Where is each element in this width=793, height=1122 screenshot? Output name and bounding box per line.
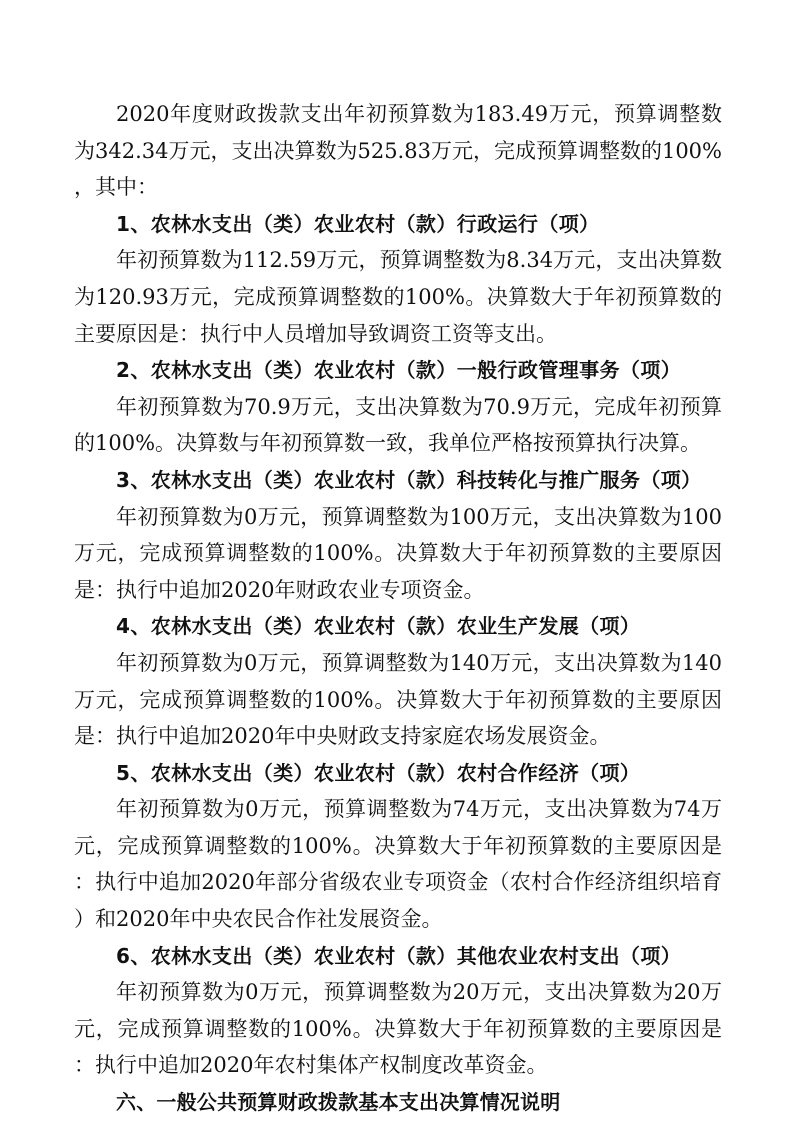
item-heading-2: 2、农林水支出（类）农业农村（款）一般行政管理事务（项） (116, 358, 682, 383)
item-heading-3: 3、农林水支出（类）农业农村（款）科技转化与推广服务（项） (116, 467, 702, 492)
item-body-6: 年初预算数为0万元，预算调整数为20万元，支出决算数为20万元，完成预算调整数的100%。决算数大于年初预算数的主要原因是：执行中追加2020年农村集体产权制度改革资金。 (74, 980, 722, 1078)
item-body-2: 年初预算数为70.9万元，支出决算数为70.9万元，完成年初预算的100%。决算数与年初预算数一致，我单位严格按预算执行决算。 (74, 394, 722, 456)
intro-paragraph: 2020年度财政拨款支出年初预算数为183.49万元，预算调整数为342.34万元，支出决算数为525.83万元，完成预算调整数的100%，其中： (74, 102, 722, 200)
document-body (74, 96, 722, 1121)
item-body-5: 年初预算数为0万元，预算调整数为74万元，支出决算数为74万元，完成预算调整数的100%。决算数大于年初预算数的主要原因是：执行中追加2020年部分省级农业专项资金（农村合作经济组织培育）和2020年中央农民合作社发展资金。 (74, 797, 722, 932)
item-heading-4: 4、农林水支出（类）农业农村（款）农业生产发展（项） (116, 614, 641, 639)
item-heading-1: 1、农林水支出（类）农业农村（款）行政运行（项） (116, 211, 600, 236)
item-body-4: 年初预算数为0万元，预算调整数为140万元，支出决算数为140万元，完成预算调整数的100%。决算数大于年初预算数的主要原因是：执行中追加2020年中央财政支持家庭农场发展资金。 (74, 650, 722, 749)
item-heading-6: 6、农林水支出（类）农业农村（款）其他农业农村支出（项） (116, 943, 682, 968)
item-body-1: 年初预算数为112.59万元，预算调整数为8.34万元，支出决算数为120.93万元，完成预算调整数的100%。决算数大于年初预算数的主要原因是：执行中人员增加导致调资工资等支出。 (74, 248, 722, 346)
section-title: 六、一般公共预算财政拨款基本支出决算情况说明 (116, 1090, 561, 1115)
item-body-3: 年初预算数为0万元，预算调整数为100万元，支出决算数为100万元，完成预算调整数的100%。决算数大于年初预算数的主要原因是：执行中追加2020年财政农业专项资金。 (74, 504, 722, 602)
item-heading-5: 5、农林水支出（类）农业农村（款）农村合作经济（项） (116, 760, 641, 785)
